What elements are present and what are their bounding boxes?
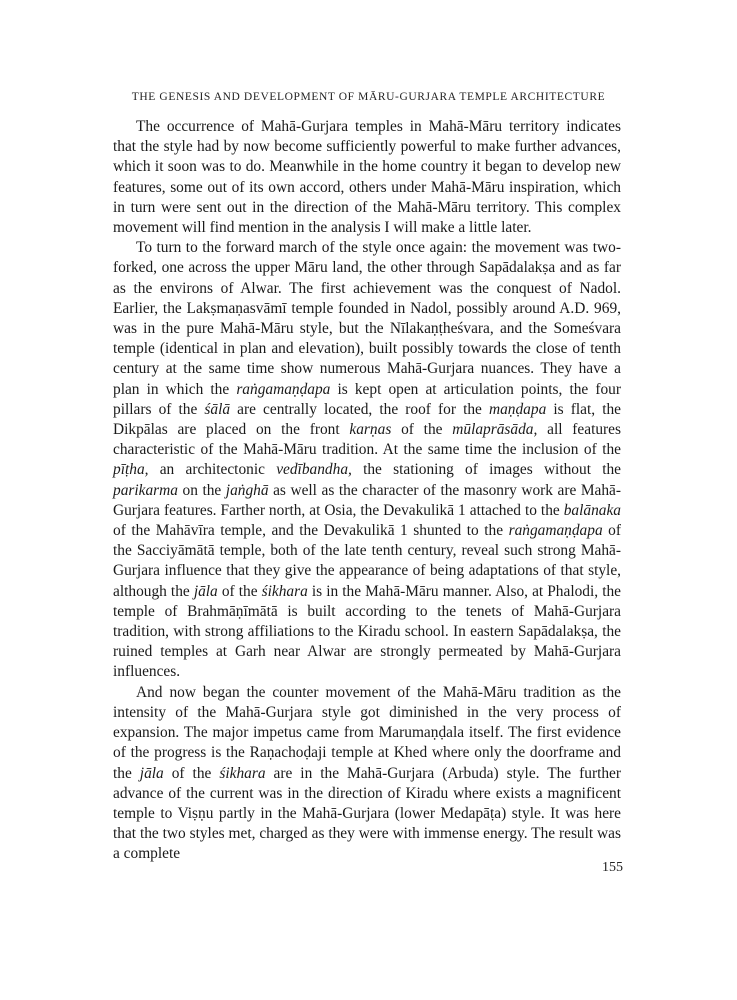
- italic-term: mūlaprāsāda,: [452, 421, 538, 439]
- paragraph: [113, 117, 621, 238]
- italic-term: karṇas: [349, 421, 392, 439]
- text-run: And now began the counter movement of the Mahā-Māru tradition as the intensity of the Mahā-Gurjara style got diminished in the very process of expansion. The major impetus came from Marumaṇḍala itself. The first evidence of the progress is the Raṇachoḍaji temple at Khed where only the doorframe and the: [113, 683, 621, 782]
- italic-term: raṅgamaṇḍapa: [508, 522, 603, 540]
- italic-term: parikarma: [113, 481, 178, 499]
- text-run: is in the Mahā-Māru manner. Also, at Phalodi, the temple of Brahmāṇīmātā is built according to the tenets of Mahā-Gurjara tradition, with strong affiliations to the Kiradu school. In eastern Sapādalakṣa, the ruined temples at Garh near Alwar are strongly permeated by Mahā-Gurjara influences.: [113, 582, 621, 681]
- text-run: of the Sacciyāmātā temple, both of the late tenth century, reveal such strong Mahā-Gurjara influence that they give the appearance of being adaptations of that style, although the: [113, 522, 622, 600]
- text-run: the stationing of images without the: [351, 461, 622, 479]
- text-run: To turn to the forward march of the style once again: the movement was two-forked, one across the upper Māru land, the other through Sapādalakṣa and as far as the environs of Alwar. The first achievement was the conquest of Nadol. Earlier, the Lakṣmaṇasvāmī temple founded in Nadol, possibly around A.D. 969, was in the pure Mahā-Māru style, but the Nīlakaṇṭheśvara, and the Someśvara temple (identical in plan and elevation), built possibly towards the close of tenth century at the same time show numerous Mahā-Gurjara nuances. They have a plan in which the: [113, 239, 621, 398]
- text-run: as well as the character of the masonry work are Mahā-Gurjara features. Farther north, at Osia, the Devakulikā 1 attached to the: [113, 481, 621, 519]
- italic-term: pīṭha,: [113, 461, 149, 479]
- text-run: of the: [217, 582, 262, 600]
- text-run: is kept open at articulation points, the four pillars of the: [113, 380, 621, 418]
- page-number: 155: [602, 860, 623, 875]
- text-run: are centrally located, the roof for the: [230, 400, 489, 418]
- italic-term: jāla: [139, 764, 164, 782]
- body-text: [113, 117, 621, 865]
- text-run: The occurrence of Mahā-Gurjara temples in Mahā-Māru territory indicates that the style had by now become sufficiently powerful to make further advances, which it soon was to do. Meanwhile in the home country it began to develop new features, some out of its own accord, others under Mahā-Māru inspiration, which in turn were sent out in the direction of the Mahā-Māru territory. This complex movement will find mention in the analysis I will make a little later.: [113, 118, 621, 237]
- text-run: of the: [391, 421, 453, 439]
- italic-term: śikhara: [219, 764, 266, 782]
- italic-term: balānaka: [563, 501, 621, 519]
- paragraph: [113, 238, 621, 682]
- text-run: of the: [163, 764, 220, 782]
- text-run: all features characteristic of the Mahā-Māru tradition. At the same time the inclusion of the: [113, 421, 621, 459]
- running-head: THE GENESIS AND DEVELOPMENT OF MĀRU-GURJARA TEMPLE ARCHITECTURE: [131, 91, 606, 103]
- italic-term: śālā: [204, 400, 231, 418]
- italic-term: jaṅghā: [225, 481, 269, 499]
- italic-term: maṇḍapa: [488, 400, 547, 418]
- italic-term: śikhara: [261, 582, 308, 600]
- text-run: on the: [177, 481, 226, 499]
- italic-term: jāla: [193, 582, 218, 600]
- italic-term: raṅgamaṇḍapa: [236, 380, 331, 398]
- text-run: are in the Mahā-Gurjara (Arbuda) style. The further advance of the current was in the direction of Kiradu where exists a magnificent temple to Viṣṇu partly in the Mahā-Gurjara (lower Medapāṭa) style. It was here that the two styles met, charged as they were with immense energy. The result was a complete: [113, 764, 621, 863]
- paragraph: [113, 683, 621, 865]
- text-run: is flat, the Dikpālas are placed on the front: [113, 400, 622, 439]
- text-run: of the Mahāvīra temple, and the Devakulikā 1 shunted to the: [113, 522, 509, 540]
- italic-term: vedībandha,: [276, 461, 352, 479]
- text-run: an architectonic: [148, 461, 277, 479]
